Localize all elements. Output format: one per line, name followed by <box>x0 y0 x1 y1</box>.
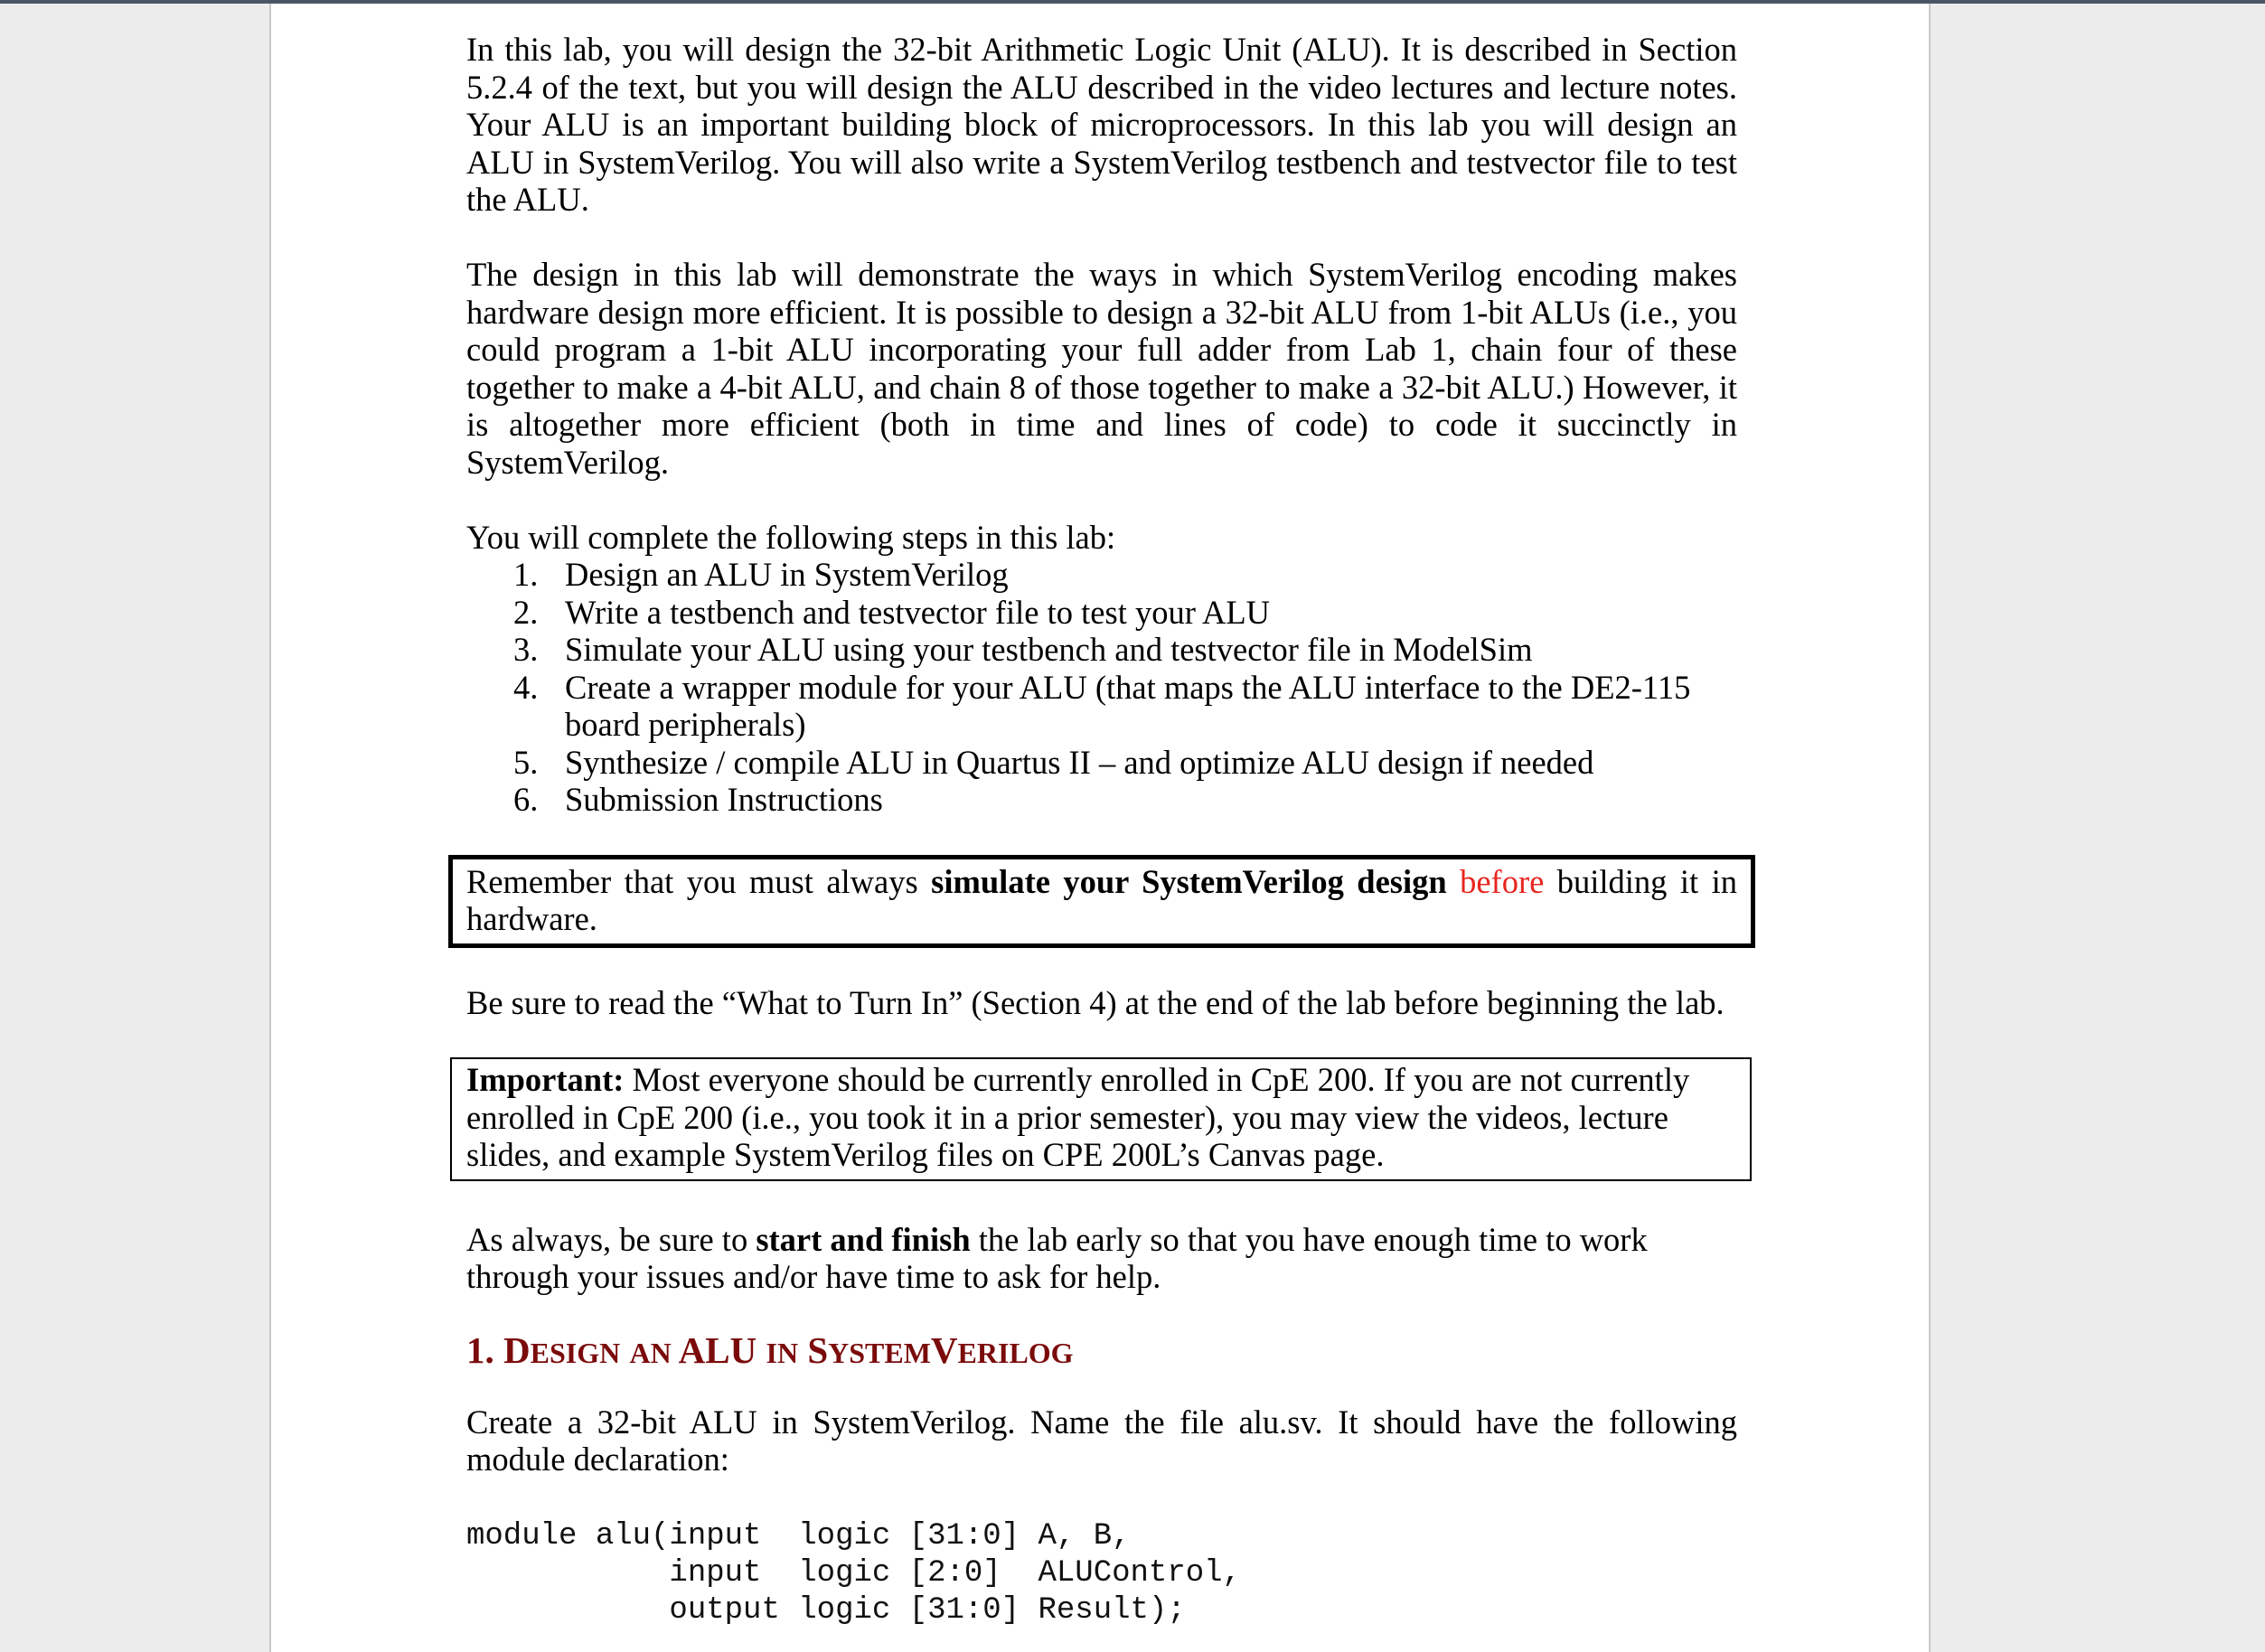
page-content <box>466 31 1737 1629</box>
intro-paragraph: In this lab, you will design the 32-bit Arithmetic Logic Unit (ALU). It is described in Section 5.2.4 of the text, but you will design the ALU described in the video lectures and lecture notes. Your ALU is an important building block of microprocessors. In this lab you will design an ALU in SystemVerilog. You will also write a SystemVerilog testbench and testvector file to test the ALU. <box>466 31 1737 218</box>
always-note: As always, be sure to start and finish the lab early so that you have enough time to work through your issues and/or have time to ask for help. <box>466 1220 1648 1295</box>
remember-red-text: before <box>1460 862 1545 900</box>
code-line: module alu(input logic [31:0] A, B, <box>466 1518 1131 1553</box>
module-declaration-code <box>466 1518 1737 1629</box>
list-item: 4. Create a wrapper module for your ALU (that maps the ALU interface to the DE2-115 board peripherals) <box>513 668 1691 743</box>
steps-list <box>466 556 1737 819</box>
important-text: Important: Most everyone should be currently enrolled in CpE 200. If you are not currently enrolled in CpE 200 (i.e., you took it in a prior semester), you may view the videos, lecture slides, and example SystemVerilog files on CPE 200L’s Canvas page. <box>466 1061 1690 1173</box>
read-note: Be sure to read the “What to Turn In” (Section 4) at the end of the lab before beginning the lab. <box>466 983 1725 1021</box>
list-item: 1. Design an ALU in SystemVerilog <box>513 556 1009 593</box>
list-item: 5. Synthesize / compile ALU in Quartus II – and optimize ALU design if needed <box>513 743 1594 781</box>
important-callout-box <box>450 1057 1752 1181</box>
list-item: 3. Simulate your ALU using your testbench and testvector file in ModelSim <box>513 631 1533 668</box>
important-label: Important: <box>466 1061 625 1098</box>
remember-text: Remember that you must always simulate your SystemVerilog design before building it in hardware. <box>466 862 1737 937</box>
steps-intro: You will complete the following steps in this lab: <box>466 518 1116 556</box>
remember-bold-text: simulate your SystemVerilog design <box>931 862 1447 900</box>
code-line: input logic [2:0] ALUControl, <box>466 1555 1241 1591</box>
section-1-body: Create a 32-bit ALU in SystemVerilog. Name the file alu.sv. It should have the following module declaration: <box>466 1403 1737 1478</box>
section-1-heading: 1. DESIGN AN ALU IN SYSTEMVERILOG <box>466 1328 1074 1371</box>
design-paragraph: The design in this lab will demonstrate the ways in which SystemVerilog encoding makes hardware design more efficient. It is possible to design a 32-bit ALU from 1-bit ALUs (i.e., you could program a 1-bit ALU incorporating your full adder from Lab 1, chain four of these together to make a 4-bit ALU, and chain 8 of those together to make a 32-bit ALU.) However, it is altogether more efficient (both in time and lines of code) to code it succinctly in SystemVerilog. <box>466 256 1737 481</box>
list-item: 2. Write a testbench and testvector file to test your ALU <box>513 593 1270 631</box>
code-line: output logic [31:0] Result); <box>466 1592 1186 1628</box>
list-item: 6. Submission Instructions <box>513 781 883 818</box>
document-page <box>269 4 1931 1652</box>
always-bold-text: start and finish <box>756 1220 971 1258</box>
remember-callout-box <box>448 855 1755 948</box>
